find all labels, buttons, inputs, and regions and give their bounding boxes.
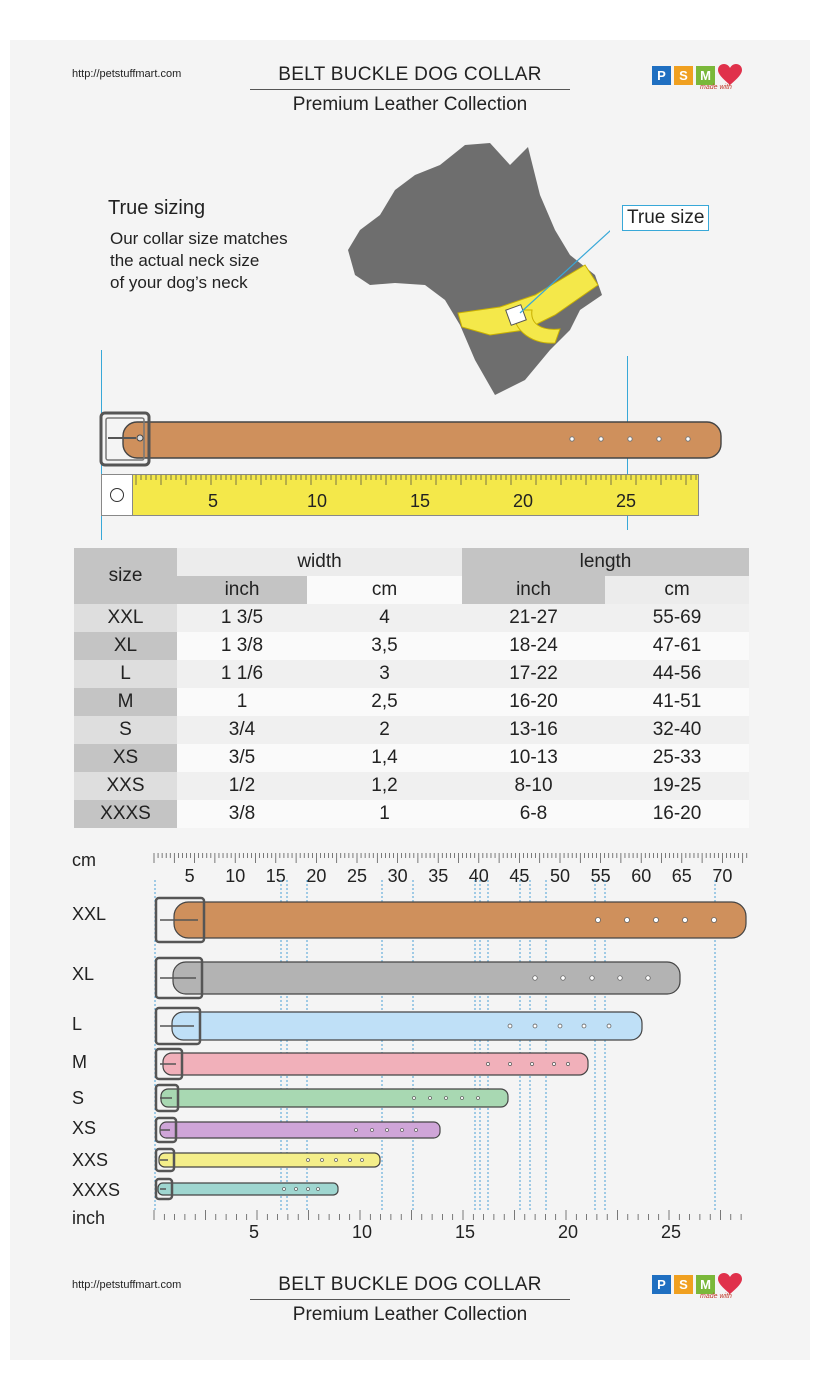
width-cm-cell: 3 <box>307 660 462 688</box>
size-row <box>74 660 749 688</box>
psm-logo-footer <box>652 1273 742 1300</box>
length-inch-cell: 21-27 <box>462 604 605 632</box>
cm-scale-ticks <box>150 853 750 865</box>
collar-hole <box>429 1097 432 1100</box>
inch-scale-label: inch <box>72 1208 106 1228</box>
tape-label: 10 <box>307 491 328 511</box>
footer-url[interactable]: http://petstuffmart.com <box>72 1279 182 1291</box>
logo-tagline: made with <box>700 1293 732 1300</box>
header-subtitle: Premium Leather Collection <box>292 94 528 115</box>
collar-xxl <box>156 898 746 942</box>
cm-tick-label: 65 <box>671 866 692 886</box>
length-inch-cell: 10-13 <box>462 744 605 772</box>
tape-label: 15 <box>410 491 431 511</box>
collar-hole <box>295 1188 298 1191</box>
width-cm-cell: 1 <box>307 800 462 828</box>
length-inch-cell: 13-16 <box>462 716 605 744</box>
collar-xxs <box>156 1149 380 1171</box>
size-row <box>74 744 749 772</box>
width-inch-cell: 3/5 <box>177 744 307 772</box>
length-cm-cell: 25-33 <box>605 744 749 772</box>
length-inch-cell: 6-8 <box>462 800 605 828</box>
tape-label: 20 <box>513 491 534 511</box>
width-cm-header: cm <box>307 576 462 604</box>
cm-tick-label: 45 <box>509 866 530 886</box>
collar-size-label: M <box>72 1052 87 1072</box>
header-title: BELT BUCKLE DOG COLLAR <box>278 64 542 85</box>
measuring-tape <box>101 474 699 516</box>
collar-hole <box>321 1159 324 1162</box>
size-cell: XL <box>74 632 177 660</box>
tape-label: 5 <box>208 491 219 511</box>
collar-size-label: L <box>72 1014 83 1034</box>
footer-subtitle: Premium Leather Collection <box>292 1304 528 1325</box>
width-inch-cell: 1 3/8 <box>177 632 307 660</box>
logo-m: M <box>696 1275 715 1294</box>
logo-p: P <box>652 66 671 85</box>
cm-scale-label: cm <box>72 850 96 870</box>
inch-tick-label: 15 <box>455 1222 476 1242</box>
collar-hole <box>361 1159 364 1162</box>
collar-hole <box>349 1159 352 1162</box>
length-cm-cell: 47-61 <box>605 632 749 660</box>
size-row <box>74 632 749 660</box>
inch-scale-ticks <box>150 1210 750 1222</box>
size-row <box>74 716 749 744</box>
length-inch-cell: 17-22 <box>462 660 605 688</box>
length-cm-cell: 55-69 <box>605 604 749 632</box>
collar-size-label: XS <box>72 1118 97 1138</box>
logo-p: P <box>652 1275 671 1294</box>
width-cm-cell: 2 <box>307 716 462 744</box>
logo-s: S <box>674 66 693 85</box>
width-cm-cell: 3,5 <box>307 632 462 660</box>
collar-strap <box>174 902 746 938</box>
collar-strap <box>160 1122 440 1138</box>
tape-ticks <box>132 475 697 489</box>
width-inch-cell: 1 <box>177 688 307 716</box>
collar-hole <box>386 1129 389 1132</box>
collar-hole <box>283 1188 286 1191</box>
collar-comparison-chart <box>150 890 760 1205</box>
collar-xl <box>156 958 680 998</box>
collar-hole <box>624 917 629 922</box>
length-cm-cell: 32-40 <box>605 716 749 744</box>
size-row <box>74 800 749 828</box>
size-row <box>74 772 749 800</box>
cm-tick-label: 60 <box>631 866 652 886</box>
inch-tick-label: 20 <box>558 1222 579 1242</box>
size-row <box>74 688 749 716</box>
collar-hole <box>530 1062 533 1065</box>
collar-size-label: XXXS <box>72 1180 121 1200</box>
collar-strap <box>163 1053 588 1075</box>
collar-s <box>156 1085 508 1111</box>
true-size-callout: True size <box>622 205 709 231</box>
collar-hole <box>355 1129 358 1132</box>
collar-strap <box>159 1153 380 1167</box>
collar-hole <box>582 1024 586 1028</box>
collar-hole <box>607 1024 611 1028</box>
size-table <box>74 548 749 828</box>
size-cell: XXL <box>74 604 177 632</box>
width-inch-cell: 1 3/5 <box>177 604 307 632</box>
width-inch-cell: 3/4 <box>177 716 307 744</box>
collar-hole <box>618 976 622 980</box>
size-cell: L <box>74 660 177 688</box>
collar-l <box>156 1008 642 1044</box>
size-cell: XXXS <box>74 800 177 828</box>
true-sizing-line: Our collar size matches <box>110 229 288 248</box>
footer-divider <box>250 1299 570 1300</box>
collar-size-label: XL <box>72 964 95 984</box>
collar-strap <box>161 1089 508 1107</box>
length-inch-cell: 16-20 <box>462 688 605 716</box>
width-cm-cell: 2,5 <box>307 688 462 716</box>
header-url[interactable]: http://petstuffmart.com <box>72 68 182 80</box>
collar-m <box>156 1049 588 1079</box>
true-sizing-title: True sizing <box>108 197 206 219</box>
heart-icon <box>718 1273 742 1295</box>
cm-tick-label: 10 <box>225 866 246 886</box>
length-inch-cell: 8-10 <box>462 772 605 800</box>
length-inch-cell: 18-24 <box>462 632 605 660</box>
dog-silhouette <box>348 143 602 395</box>
size-header: size <box>74 548 177 604</box>
collar-hole <box>590 976 594 980</box>
collar-hole <box>508 1062 511 1065</box>
length-cm-cell: 16-20 <box>605 800 749 828</box>
width-header: width <box>177 548 462 576</box>
heart-icon <box>718 64 742 86</box>
cm-tick-label: 20 <box>306 866 327 886</box>
cm-tick-label: 30 <box>387 866 408 886</box>
cm-tick-label: 70 <box>712 866 733 886</box>
buckle-hole <box>137 435 143 441</box>
length-cm-cell: 19-25 <box>605 772 749 800</box>
collar-hole <box>371 1129 374 1132</box>
collar-hole <box>711 917 716 922</box>
length-cm-cell: 44-56 <box>605 660 749 688</box>
header-divider <box>250 89 570 90</box>
width-cm-cell: 1,2 <box>307 772 462 800</box>
collar-hole <box>317 1188 320 1191</box>
collar-hole <box>566 1062 569 1065</box>
cm-tick-label: 35 <box>428 866 449 886</box>
inch-tick-label: 10 <box>352 1222 373 1242</box>
cm-tick-label: 25 <box>347 866 368 886</box>
collar-size-label: S <box>72 1088 85 1108</box>
size-cell: XS <box>74 744 177 772</box>
inch-tick-label: 5 <box>249 1222 260 1242</box>
inch-tick-label: 25 <box>661 1222 682 1242</box>
collar-strap <box>173 962 680 994</box>
cm-tick-label: 55 <box>590 866 611 886</box>
true-sizing-description <box>110 228 340 294</box>
cm-tick-label: 50 <box>550 866 571 886</box>
width-inch-cell: 1 1/6 <box>177 660 307 688</box>
collar-size-label: XXL <box>72 904 107 924</box>
collar-hole <box>646 976 650 980</box>
size-cell: S <box>74 716 177 744</box>
collar-hole <box>533 976 537 980</box>
width-cm-cell: 1,4 <box>307 744 462 772</box>
logo-tagline: made with <box>700 84 732 91</box>
cm-tick-label: 5 <box>184 866 195 886</box>
true-sizing-line: of your dog’s neck <box>110 273 248 292</box>
size-cell: XXS <box>74 772 177 800</box>
collar-hole <box>558 1024 562 1028</box>
tape-ring-icon <box>110 488 124 502</box>
collar-strap <box>158 1183 338 1195</box>
collar-hole <box>533 1024 537 1028</box>
collar-strap <box>172 1012 642 1040</box>
length-inch-header: inch <box>462 576 605 604</box>
length-header: length <box>462 548 749 576</box>
collar-hole <box>561 976 565 980</box>
collar-hole <box>461 1097 464 1100</box>
width-cm-cell: 4 <box>307 604 462 632</box>
length-cm-cell: 41-51 <box>605 688 749 716</box>
collar-hole <box>445 1097 448 1100</box>
demo-collar <box>98 410 728 470</box>
footer-title: BELT BUCKLE DOG COLLAR <box>278 1274 542 1295</box>
tape-end <box>102 475 133 515</box>
collar-hole <box>595 917 600 922</box>
collar-hole <box>486 1062 489 1065</box>
logo-m: M <box>696 66 715 85</box>
collar-hole <box>477 1097 480 1100</box>
size-cell: M <box>74 688 177 716</box>
size-row <box>74 604 749 632</box>
collar-hole <box>552 1062 555 1065</box>
collar-hole <box>653 917 658 922</box>
length-cm-header: cm <box>605 576 749 604</box>
dog-head-illustration <box>340 135 610 400</box>
logo-s: S <box>674 1275 693 1294</box>
collar-size-label: XXS <box>72 1150 109 1170</box>
psm-logo <box>652 64 742 91</box>
collar-xxxs <box>156 1179 338 1199</box>
tape-label: 25 <box>616 491 637 511</box>
collar-hole <box>415 1129 418 1132</box>
collar-hole <box>335 1159 338 1162</box>
collar-hole <box>682 917 687 922</box>
width-inch-cell: 1/2 <box>177 772 307 800</box>
collar-hole <box>413 1097 416 1100</box>
true-sizing-line: the actual neck size <box>110 251 260 270</box>
collar-xs <box>156 1118 440 1142</box>
collar-hole <box>307 1159 310 1162</box>
width-inch-cell: 3/8 <box>177 800 307 828</box>
width-inch-header: inch <box>177 576 307 604</box>
cm-tick-label: 40 <box>468 866 489 886</box>
collar-hole <box>508 1024 512 1028</box>
cm-tick-label: 15 <box>265 866 286 886</box>
collar-hole <box>401 1129 404 1132</box>
collar-hole <box>307 1188 310 1191</box>
